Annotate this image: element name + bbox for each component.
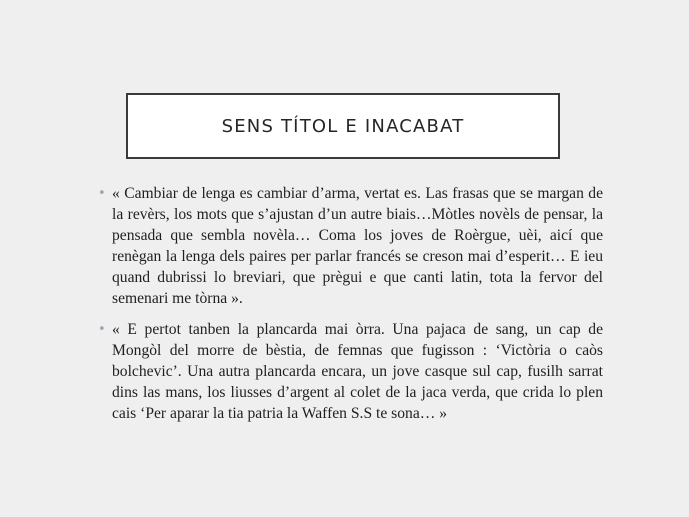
- bullet-item: [98, 319, 603, 424]
- title-box: [126, 93, 560, 159]
- bullet-list: [98, 183, 603, 434]
- bullet-text: « Cambiar de lenga es cambiar d’arma, vertat es. Las frasas que se margan de la revèrs, los mots que s’ajustan d’un autre biais…Mòtles novèls de pensar, la pensada que sembla novèla… Coma los joves de Roèrgue, uèi, aicí que renègan la lenga dels paires per parlar francés se creson mai d’esperit… E ieu quand dubrissi lo breviari, que prègui e que canti latin, tota la fervor del semenari me tòrna ».: [112, 185, 603, 307]
- bullet-item: [98, 183, 603, 309]
- bullet-marker-icon: •: [98, 322, 106, 337]
- bullet-text: « E pertot tanben la plancarda mai òrra. Una pajaca de sang, un cap de Mongòl del morre de bèstia, de femnas que fugisson : ‘Victòria o caòs bolchevic’. Una autra plancarda encara, un jove casque sul cap, fusilh sarrat dins las mans, los liusses d’argent al colet de la jaca verda, que crida lo plen cais ‘Per aparar la tia patria la Waffen S.S te sona… »: [112, 321, 603, 422]
- slide-title: SENS TÍTOL E INACABAT: [221, 115, 465, 137]
- bullet-marker-icon: •: [98, 186, 106, 201]
